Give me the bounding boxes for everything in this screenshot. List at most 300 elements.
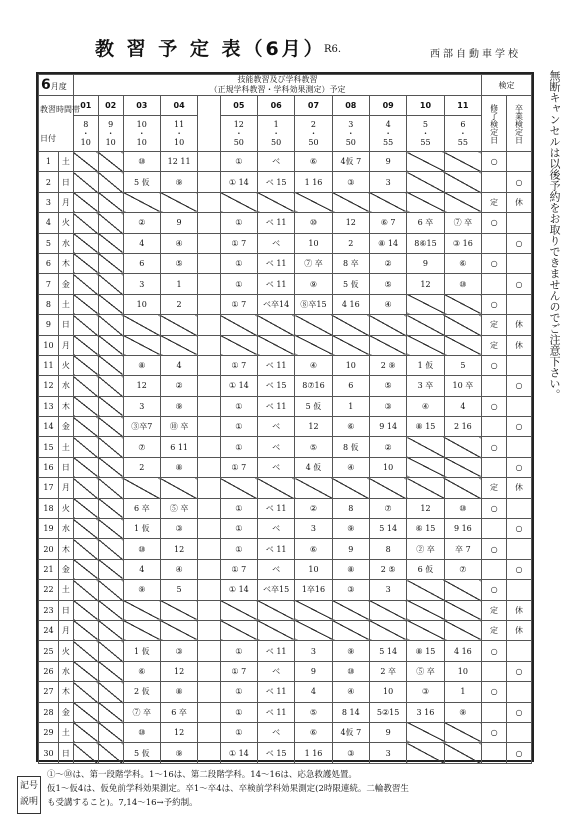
- slot-unavailable: [73, 233, 98, 253]
- sotsugyo-cell: [507, 294, 532, 314]
- slot-cell: ベ: [257, 457, 294, 477]
- slot-cell: 4: [295, 682, 332, 702]
- shuryo-cell: ○: [482, 253, 507, 273]
- shuryo-cell: [482, 417, 507, 437]
- sotsugyo-cell: [507, 498, 532, 518]
- slot-cell: ベ卒14: [257, 294, 294, 314]
- slot-unavailable: [98, 661, 123, 681]
- slot-unavailable: [220, 335, 257, 355]
- slot-cell: 6: [123, 253, 160, 273]
- slot-unavailable: [73, 620, 98, 640]
- weekday-cell: 水: [58, 519, 73, 539]
- period-number-05: 05: [220, 96, 257, 116]
- slot-unavailable: [444, 722, 481, 742]
- slot-unavailable: [257, 315, 294, 335]
- slot-cell: ⑨: [160, 396, 197, 416]
- table-row: [39, 559, 532, 579]
- shuryo-cell: ○: [482, 152, 507, 172]
- slot-cell: ⑧ 15: [407, 417, 444, 437]
- slot-unavailable: [98, 539, 123, 559]
- period-start-03: 10: [136, 120, 147, 129]
- slot-cell: 9: [332, 539, 369, 559]
- slot-unavailable: [444, 478, 481, 498]
- shuryo-cell: 定: [482, 620, 507, 640]
- sotsugyo-cell: ○: [507, 559, 532, 579]
- weekday-cell: 土: [58, 580, 73, 600]
- slot-cell: ②: [369, 437, 406, 457]
- sotsugyo-cell: ○: [507, 702, 532, 722]
- date-cell: 23: [39, 600, 59, 620]
- shuryo-cell: ○: [482, 580, 507, 600]
- sotsugyo-cell: ○: [507, 233, 532, 253]
- slot-unavailable: [407, 294, 444, 314]
- weekday-cell: 火: [58, 498, 73, 518]
- period-time-06: [257, 116, 294, 152]
- weekday-cell: 日: [58, 315, 73, 335]
- slot-unavailable: [98, 457, 123, 477]
- slot-unavailable: [73, 682, 98, 702]
- slot-cell: ⑧ 14: [369, 233, 406, 253]
- shuryo-cell: ○: [482, 437, 507, 457]
- slot-cell: 12: [160, 661, 197, 681]
- period-time-02: [98, 116, 123, 152]
- gap-cell: [198, 294, 220, 314]
- period-number-row: [39, 96, 532, 116]
- slot-cell: 10: [123, 294, 160, 314]
- slot-unavailable: [123, 335, 160, 355]
- slot-cell: ベ 15: [257, 172, 294, 192]
- period-time-08: [332, 116, 369, 152]
- slot-cell: ベ卒15: [257, 580, 294, 600]
- slot-cell: 9: [369, 722, 406, 742]
- slot-cell: ① 14: [220, 743, 257, 763]
- gap-cell: [198, 743, 220, 763]
- weekday-cell: 金: [58, 417, 73, 437]
- slot-unavailable: [332, 335, 369, 355]
- slot-cell: ベ: [257, 661, 294, 681]
- period-dot: ・: [272, 129, 281, 138]
- slot-cell: 4 16: [444, 641, 481, 661]
- slot-cell: ② 卒: [407, 539, 444, 559]
- slot-unavailable: [73, 722, 98, 742]
- slot-cell: 3: [369, 580, 406, 600]
- slot-cell: ⑥: [444, 253, 481, 273]
- slot-cell: ②: [295, 498, 332, 518]
- slot-unavailable: [160, 192, 197, 212]
- weekday-cell: 土: [58, 152, 73, 172]
- gap-cell: [198, 559, 220, 579]
- slot-unavailable: [98, 519, 123, 539]
- sotsugyo-cell: ○: [507, 519, 532, 539]
- slot-cell: ⑩: [332, 661, 369, 681]
- slot-cell: ①: [220, 253, 257, 273]
- slot-cell: ①: [220, 498, 257, 518]
- sotsugyo-cell: [507, 722, 532, 742]
- date-cell: 11: [39, 355, 59, 375]
- slot-cell: ⑧: [123, 355, 160, 375]
- slot-cell: ⑧ 15: [407, 641, 444, 661]
- slot-cell: ベ 11: [257, 213, 294, 233]
- shuryo-cell: 定: [482, 600, 507, 620]
- slot-unavailable: [220, 478, 257, 498]
- period-start-06: 1: [273, 120, 279, 129]
- slot-unavailable: [407, 457, 444, 477]
- weekday-cell: 日: [58, 457, 73, 477]
- table-row: [39, 641, 532, 661]
- slot-cell: ベ 11: [257, 396, 294, 416]
- slot-unavailable: [332, 192, 369, 212]
- period-end-06: 50: [271, 138, 282, 147]
- period-end-04: 10: [174, 138, 185, 147]
- slot-cell: 2 16: [444, 417, 481, 437]
- slot-cell: ⑥: [295, 539, 332, 559]
- date-cell: 26: [39, 661, 59, 681]
- period-number-01: 01: [73, 96, 98, 116]
- shuryo-cell: ○: [482, 396, 507, 416]
- slot-cell: ベ 11: [257, 682, 294, 702]
- date-cell: 2: [39, 172, 59, 192]
- slot-cell: 1 16: [295, 743, 332, 763]
- period-time-01: [73, 116, 98, 152]
- slot-cell: ① 7: [220, 233, 257, 253]
- slot-unavailable: [332, 620, 369, 640]
- cancellation-notice: 無断キャンセルは以後予約をお取りできませんのでご注意下さい。: [548, 70, 561, 400]
- slot-cell: 8 14: [332, 702, 369, 722]
- date-cell: 3: [39, 192, 59, 212]
- slot-cell: 5 仮: [295, 396, 332, 416]
- slot-cell: ⑨: [123, 580, 160, 600]
- shuryo-cell: [482, 702, 507, 722]
- slot-cell: 4 16: [332, 294, 369, 314]
- gap-cell: [198, 152, 220, 172]
- slot-cell: 10: [295, 559, 332, 579]
- slot-unavailable: [257, 620, 294, 640]
- shuryo-cell: [482, 172, 507, 192]
- period-dot: ・: [309, 129, 318, 138]
- shuryo-cell: 定: [482, 192, 507, 212]
- slot-unavailable: [295, 600, 332, 620]
- weekday-cell: 木: [58, 539, 73, 559]
- date-cell: 19: [39, 519, 59, 539]
- slot-cell: 1: [160, 274, 197, 294]
- slot-unavailable: [98, 274, 123, 294]
- slot-unavailable: [98, 213, 123, 233]
- shuryo-cell: ○: [482, 294, 507, 314]
- period-start-09: 4: [385, 120, 391, 129]
- slot-cell: 9 16: [444, 519, 481, 539]
- slot-unavailable: [369, 192, 406, 212]
- slot-unavailable: [73, 152, 98, 172]
- slot-cell: 2: [123, 457, 160, 477]
- slot-cell: ⑤: [295, 702, 332, 722]
- slot-unavailable: [295, 620, 332, 640]
- slot-unavailable: [98, 253, 123, 273]
- slot-cell: 2 仮: [123, 682, 160, 702]
- table-row: [39, 172, 532, 192]
- slot-cell: ベ: [257, 559, 294, 579]
- slot-unavailable: [98, 437, 123, 457]
- slot-cell: ③: [332, 580, 369, 600]
- sotsugyo-kentei-heading: 卒業検定日: [507, 96, 532, 152]
- slot-unavailable: [73, 315, 98, 335]
- slot-unavailable: [444, 457, 481, 477]
- slot-unavailable: [123, 620, 160, 640]
- slot-cell: ① 7: [220, 661, 257, 681]
- table-row: [39, 315, 532, 335]
- slot-cell: ⑤ 卒: [407, 661, 444, 681]
- date-cell: 7: [39, 274, 59, 294]
- slot-cell: ⑦: [369, 498, 406, 518]
- slot-unavailable: [73, 457, 98, 477]
- slot-unavailable: [444, 294, 481, 314]
- slot-cell: ⑤: [160, 253, 197, 273]
- slot-cell: 2 卒: [369, 661, 406, 681]
- slot-cell: 12 11: [160, 152, 197, 172]
- slot-unavailable: [98, 682, 123, 702]
- period-end-08: 50: [345, 138, 356, 147]
- sotsugyo-cell: 休: [507, 192, 532, 212]
- slot-unavailable: [220, 192, 257, 212]
- weekday-cell: 火: [58, 213, 73, 233]
- slot-unavailable: [98, 722, 123, 742]
- weekday-cell: 木: [58, 253, 73, 273]
- gap-cell: [198, 539, 220, 559]
- slot-unavailable: [369, 620, 406, 640]
- slot-cell: ベ: [257, 152, 294, 172]
- slot-unavailable: [98, 641, 123, 661]
- slot-unavailable: [332, 600, 369, 620]
- period-dot: ・: [458, 129, 467, 138]
- slot-cell: 5: [160, 580, 197, 600]
- slot-cell: 1卒16: [295, 580, 332, 600]
- sotsugyo-cell: [507, 437, 532, 457]
- slot-cell: ⑧: [160, 457, 197, 477]
- gap-cell: [198, 498, 220, 518]
- shuryo-cell: [482, 519, 507, 539]
- slot-unavailable: [369, 315, 406, 335]
- slot-unavailable: [123, 478, 160, 498]
- slot-unavailable: [73, 600, 98, 620]
- date-cell: 6: [39, 253, 59, 273]
- sotsugyo-cell: [507, 355, 532, 375]
- sotsugyo-cell: [507, 152, 532, 172]
- date-cell: 20: [39, 539, 59, 559]
- slot-cell: 10 卒: [444, 376, 481, 396]
- date-cell: 28: [39, 702, 59, 722]
- slot-cell: 4: [444, 396, 481, 416]
- slot-cell: 5 仮: [123, 172, 160, 192]
- slot-unavailable: [444, 600, 481, 620]
- table-row: [39, 722, 532, 742]
- slot-unavailable: [444, 172, 481, 192]
- table-row: [39, 152, 532, 172]
- slot-cell: ⑩: [123, 539, 160, 559]
- slot-cell: ③ 16: [444, 233, 481, 253]
- slot-unavailable: [407, 192, 444, 212]
- date-cell: 25: [39, 641, 59, 661]
- weekday-cell: 火: [58, 355, 73, 375]
- shuryo-cell: ○: [482, 722, 507, 742]
- sotsugyo-cell: ○: [507, 417, 532, 437]
- slot-cell: 10: [444, 661, 481, 681]
- slot-cell: ベ 11: [257, 641, 294, 661]
- table-row: [39, 620, 532, 640]
- slot-cell: 1: [332, 396, 369, 416]
- kentei-heading: 検定: [482, 75, 532, 96]
- shuryo-kentei-heading: 修了検定日: [482, 96, 507, 152]
- slot-cell: ⑥ 7: [369, 213, 406, 233]
- slot-unavailable: [444, 580, 481, 600]
- date-cell: 14: [39, 417, 59, 437]
- slot-unavailable: [98, 315, 123, 335]
- slot-cell: 2: [160, 294, 197, 314]
- slot-unavailable: [369, 478, 406, 498]
- slot-cell: 12: [295, 417, 332, 437]
- slot-unavailable: [73, 661, 98, 681]
- period-start-04: 11: [174, 120, 185, 129]
- slot-cell: 10: [369, 682, 406, 702]
- shuryo-cell: [482, 274, 507, 294]
- period-number-10: 10: [407, 96, 444, 116]
- shuryo-cell: ○: [482, 682, 507, 702]
- weekday-cell: 土: [58, 722, 73, 742]
- slot-cell: 3 卒: [407, 376, 444, 396]
- weekday-cell: 月: [58, 478, 73, 498]
- period-dot: ・: [81, 129, 90, 138]
- slot-cell: 8 仮: [332, 437, 369, 457]
- table-row: [39, 192, 532, 212]
- table-row: [39, 213, 532, 233]
- weekday-cell: 日: [58, 172, 73, 192]
- gap-cell: [198, 722, 220, 742]
- slot-cell: ⑦: [444, 559, 481, 579]
- slot-cell: 9: [295, 661, 332, 681]
- slot-unavailable: [123, 315, 160, 335]
- slot-cell: ベ 11: [257, 355, 294, 375]
- slot-unavailable: [73, 437, 98, 457]
- slot-cell: ③: [332, 743, 369, 763]
- slot-cell: 12: [407, 498, 444, 518]
- slot-unavailable: [73, 641, 98, 661]
- date-cell: 5: [39, 233, 59, 253]
- slot-cell: ⑦ 卒: [295, 253, 332, 273]
- weekday-cell: 土: [58, 437, 73, 457]
- slot-unavailable: [73, 335, 98, 355]
- slot-unavailable: [220, 600, 257, 620]
- slot-cell: 3: [369, 172, 406, 192]
- sotsugyo-cell: [507, 580, 532, 600]
- slot-unavailable: [73, 355, 98, 375]
- slot-cell: ⑩: [444, 274, 481, 294]
- slot-cell: ③: [332, 172, 369, 192]
- gap-cell: [198, 702, 220, 722]
- slot-cell: 6 卒: [407, 213, 444, 233]
- title-row: [0, 0, 586, 60]
- date-cell: 29: [39, 722, 59, 742]
- slot-cell: ベ: [257, 437, 294, 457]
- slot-unavailable: [444, 152, 481, 172]
- slot-cell: ⑩ 卒: [160, 417, 197, 437]
- date-cell: 16: [39, 457, 59, 477]
- slot-unavailable: [407, 315, 444, 335]
- date-cell: 1: [39, 152, 59, 172]
- slot-unavailable: [257, 478, 294, 498]
- shuryo-cell: [482, 559, 507, 579]
- slot-unavailable: [73, 702, 98, 722]
- slot-cell: ベ: [257, 722, 294, 742]
- slot-cell: 5 仮: [123, 743, 160, 763]
- slot-unavailable: [369, 600, 406, 620]
- slot-cell: ⑥: [332, 417, 369, 437]
- slot-cell: ①: [220, 213, 257, 233]
- school-name: 西部自動車学校: [430, 49, 521, 60]
- sotsugyo-cell: 休: [507, 478, 532, 498]
- period-number-08: 08: [332, 96, 369, 116]
- shuryo-cell: ○: [482, 213, 507, 233]
- sotsugyo-cell: [507, 396, 532, 416]
- date-cell: 12: [39, 376, 59, 396]
- slot-cell: ⑨: [295, 274, 332, 294]
- slot-unavailable: [444, 743, 481, 763]
- sotsugyo-cell: 休: [507, 335, 532, 355]
- legend-line-3: も受講すること)。7,14～16→予約制。: [47, 798, 198, 808]
- sotsugyo-cell: 休: [507, 600, 532, 620]
- gap-cell: [198, 192, 220, 212]
- period-start-07: 2: [310, 120, 317, 129]
- slot-cell: ①: [220, 519, 257, 539]
- slot-unavailable: [295, 192, 332, 212]
- gap-cell: [198, 417, 220, 437]
- slot-cell: 1 仮: [407, 355, 444, 375]
- slot-cell: ①: [220, 274, 257, 294]
- slot-cell: ④: [160, 559, 197, 579]
- slot-cell: 5 14: [369, 641, 406, 661]
- period-number-02: 02: [98, 96, 123, 116]
- period-end-05: 50: [233, 138, 244, 147]
- period-time-05: [220, 116, 257, 152]
- slot-cell: 8 卒: [332, 253, 369, 273]
- slot-unavailable: [160, 335, 197, 355]
- weekday-cell: 金: [58, 274, 73, 294]
- slot-unavailable: [73, 294, 98, 314]
- date-cell: 27: [39, 682, 59, 702]
- slot-unavailable: [98, 478, 123, 498]
- legend-line-1: ①～⑩は、第一段階学科。1～16は、第二段階学科。14～16は、応急救護処置。: [47, 770, 357, 780]
- schedule-table: [36, 72, 534, 762]
- period-end-10: 55: [420, 138, 431, 147]
- period-time-04: [160, 116, 197, 152]
- period-start-11: 6: [460, 120, 466, 129]
- table-row: [39, 396, 532, 416]
- table-row: [39, 682, 532, 702]
- slot-unavailable: [407, 335, 444, 355]
- slot-cell: ②: [160, 376, 197, 396]
- slot-cell: ベ 15: [257, 376, 294, 396]
- gap-cell: [198, 253, 220, 273]
- slot-unavailable: [98, 600, 123, 620]
- period-dot: ・: [175, 129, 184, 138]
- sotsugyo-cell: [507, 539, 532, 559]
- slot-unavailable: [73, 417, 98, 437]
- gap-cell: [198, 661, 220, 681]
- date-cell: 15: [39, 437, 59, 457]
- table-row: [39, 702, 532, 722]
- slot-unavailable: [98, 233, 123, 253]
- slot-cell: 卒 7: [444, 539, 481, 559]
- period-dot: ・: [346, 129, 355, 138]
- weekday-cell: 土: [58, 294, 73, 314]
- period-number-11: 11: [444, 96, 481, 116]
